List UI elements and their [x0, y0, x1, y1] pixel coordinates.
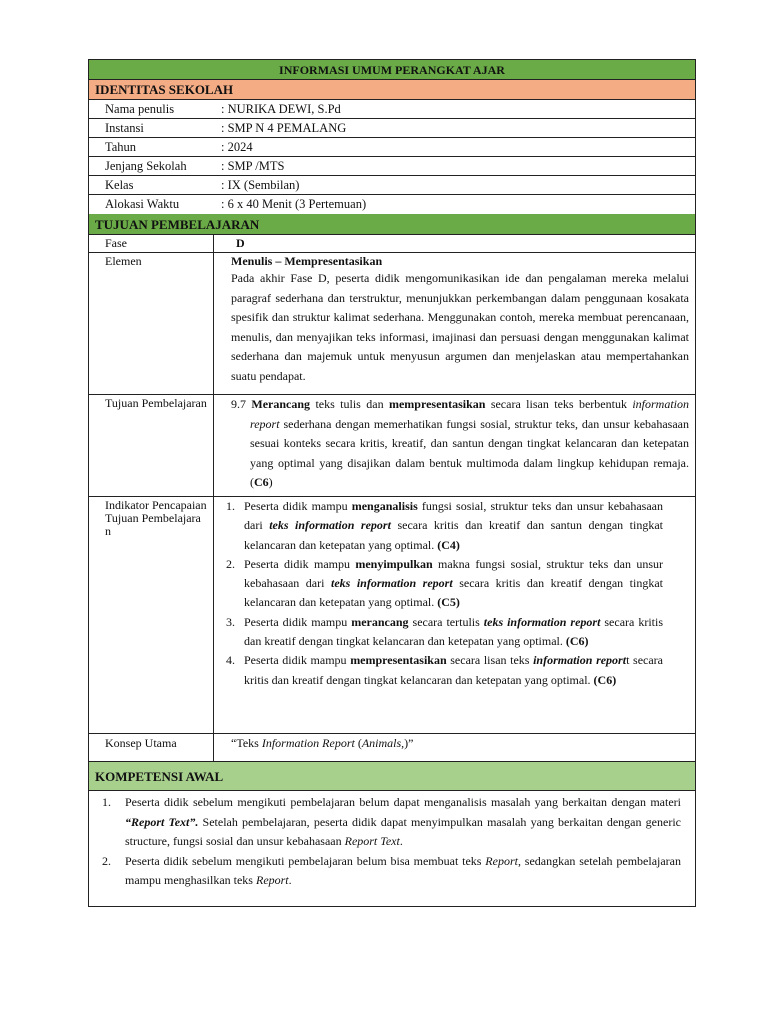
- indicator-number: 3.: [226, 614, 235, 629]
- indicator-item: [214, 497, 695, 555]
- indicator-text-type: teks information report: [330, 576, 453, 591]
- identity-key: Nama penulis: [105, 102, 175, 116]
- tp-label: Tujuan Pembelajaran: [89, 395, 214, 496]
- konsep-text-c: )”: [404, 736, 414, 750]
- identity-row: [89, 138, 695, 157]
- kompetensi-emph-wrap: [125, 815, 198, 829]
- konsep-text-a: “Teks: [231, 736, 262, 750]
- tp-bold-3: C6: [254, 475, 269, 489]
- konsep-row: [89, 734, 695, 762]
- identity-row: [89, 195, 695, 214]
- ikp-label: Indikator Pencapaian Tujuan Pembelajara n: [89, 497, 214, 733]
- kompetensi-item: [89, 793, 695, 852]
- indicator-verb: menyimpulkan: [355, 556, 433, 571]
- indicator-text-a: Peserta didik mampu: [244, 556, 356, 571]
- indicator-number: 2.: [226, 556, 235, 571]
- tp-bold-1: Merancang: [251, 397, 311, 411]
- section-heading-identitas: IDENTITAS SEKOLAH: [89, 80, 695, 100]
- indicator-number: 1.: [226, 499, 235, 513]
- kompetensi-item: [89, 852, 695, 891]
- fase-label: Fase: [89, 235, 214, 252]
- tp-bold-2: mempresentasikan: [388, 397, 486, 411]
- identity-key: Instansi: [105, 121, 144, 135]
- identity-value: : 2024: [221, 140, 253, 154]
- section-heading-tujuan: TUJUAN PEMBELAJARAN: [89, 214, 695, 235]
- kompetensi-body: [89, 791, 695, 906]
- identity-row: [89, 176, 695, 195]
- indicator-text-type-wrap: [331, 576, 453, 590]
- kompetensi-emph: “Report Text”.: [125, 814, 199, 829]
- konsep-italic: Information Report: [261, 736, 355, 750]
- indicator-text-e: secara kritis dan kreatif dengan tingkat kelancaran dan ketepatan yang optimal.: [244, 614, 663, 649]
- kompetensi-text-e: .: [399, 834, 403, 848]
- indicator-level: (C4): [437, 537, 460, 552]
- tp-text-2: secara lisan teks berbentuk: [485, 397, 633, 411]
- indicator-item: [214, 613, 695, 652]
- indicator-text-e: t secara kritis dan kreatif dengan tingkat kelancaran dan ketepatan yang optimal.: [244, 653, 664, 687]
- indicator-text-type-wrap: [269, 518, 391, 532]
- tp-text: [231, 395, 689, 493]
- indicator-verb: menganalisis: [351, 499, 418, 513]
- indicator-text-e: secara kritis dan kreatif dan santun dengan tingkat kelancaran dan ketepatan yang optimal.: [244, 518, 664, 552]
- identity-key: Kelas: [105, 178, 134, 192]
- indicator-text-type: information report: [533, 653, 627, 668]
- identity-row: [89, 100, 695, 119]
- kompetensi-text-c: , sedangkan setelah pembelajaran mampu menghasilkan teks: [125, 853, 682, 887]
- indicator-text-type: teks information report: [269, 518, 391, 533]
- indikator-row: [89, 497, 695, 734]
- fase-value: D: [236, 236, 245, 250]
- indicator-list: [214, 497, 695, 690]
- kompetensi-text-a: Peserta didik sebelum mengikuti pembelajaran belum bisa membuat teks: [125, 853, 486, 868]
- indicator-text-a: Peserta didik mampu: [244, 499, 352, 513]
- konsep-label: Konsep Utama: [89, 734, 214, 761]
- indicator-text-a: Peserta didik mampu: [244, 653, 351, 668]
- indicator-text-a: Peserta didik mampu: [244, 614, 352, 629]
- indicator-text-e: secara kritis dan kreatif dengan tingkat kelancaran dan ketepatan yang optimal.: [244, 576, 663, 610]
- elemen-title: Menulis – Mempresentasikan: [231, 254, 383, 268]
- konsep-text-b: (: [354, 736, 362, 750]
- indicator-text-c: secara tertulis: [408, 614, 484, 629]
- elemen-text: Pada akhir Fase D, peserta didik mengomunikasikan ide dan pengalaman mereka melalui paragraf sederhana dan terstruktur, menunjukkan perkembangan dalam penggunaan kosakata spesifik dan struktur kalimat sederhana. Menggunakan contoh, mereka membuat perencanaan, menulis, dan menyajikan teks informasi, imajinasi dan persuasi dengan menggunakan kalimat sederhana dan majemuk untuk menyusun argumen dan menjelaskan atau mempertahankan suatu pendapat.: [231, 271, 689, 383]
- kompetensi-text-d: Report: [255, 873, 289, 887]
- indicator-number: 4.: [226, 653, 235, 668]
- kompetensi-text-e: .: [288, 873, 292, 887]
- kompetensi-text-c: Setelah pembelajaran, peserta didik dapat menyimpulkan masalah yang berkaitan dengan generic structure, fungsi sosial dan unsur kebahasaan: [125, 814, 681, 848]
- tp-text-3: sederhana dengan memerhatikan fungsi sosial, struktur teks, dan unsur kebahasaan sesuai konteks secara kritis, kreatif, dan santun dengan tingkat kelancaran dan ketepatan yang optimal yang disajikan dalam bentuk multimoda dalam lingkup kehidupan remaja. (: [250, 416, 689, 489]
- indicator-level: (C6): [565, 634, 589, 649]
- identity-value: : SMP N 4 PEMALANG: [221, 121, 347, 135]
- konsep-italic-2: Animals,: [361, 736, 405, 750]
- elemen-label: Elemen: [89, 253, 214, 394]
- indicator-verb: mempresentasikan: [350, 653, 447, 668]
- identity-value: : 6 x 40 Menit (3 Pertemuan): [221, 197, 367, 211]
- indicator-text-c: secara lisan teks: [446, 653, 534, 668]
- indicator-level: (C6): [593, 672, 617, 687]
- kompetensi-text-d: Report Text: [344, 834, 400, 848]
- konsep-value: [214, 734, 695, 761]
- identity-value: : IX (Sembilan): [221, 178, 300, 192]
- tp-text-1: teks tulis dan: [310, 397, 389, 411]
- indicator-text-type: teks information report: [483, 614, 601, 629]
- indicator-text-type-wrap: [533, 653, 626, 667]
- elemen-row: [89, 253, 695, 395]
- identity-row: [89, 119, 695, 138]
- indicator-item: [214, 651, 695, 690]
- document-table: [88, 59, 696, 907]
- tp-text-4: ): [268, 475, 273, 489]
- tujuan-pembelajaran-row: [89, 395, 695, 497]
- identity-key: Alokasi Waktu: [105, 197, 180, 211]
- section-heading-kompetensi: KOMPETENSI AWAL: [89, 762, 695, 791]
- kompetensi-number: 1.: [102, 795, 111, 809]
- kompetensi-list: [89, 793, 695, 891]
- indicator-text-c: makna fungsi sosial, struktur teks dan unsur kebahasaan dari: [244, 556, 663, 591]
- identity-key: Jenjang Sekolah: [105, 159, 187, 173]
- kompetensi-number: 2.: [102, 853, 111, 868]
- indicator-verb: merancang: [351, 614, 409, 629]
- fase-row: [89, 235, 695, 253]
- indicator-level: (C5): [437, 595, 460, 610]
- kompetensi-emph: Report: [485, 853, 518, 868]
- document-title: INFORMASI UMUM PERANGKAT AJAR: [89, 60, 695, 80]
- identity-value: : SMP /MTS: [221, 159, 285, 173]
- tp-italic-1: information report: [250, 397, 690, 431]
- identity-row: [89, 157, 695, 176]
- indicator-text-c: fungsi sosial, struktur teks dan unsur kebahasaan dari: [244, 499, 663, 533]
- kompetensi-text-a: Peserta didik sebelum mengikuti pembelajaran belum dapat menganalisis masalah yang berkaitan dengan materi: [125, 795, 681, 809]
- identity-value: : NURIKA DEWI, S.Pd: [221, 102, 341, 116]
- indicator-item: [214, 555, 695, 613]
- tp-number: 9.7: [231, 397, 246, 411]
- indicator-text-type-wrap: [484, 615, 601, 629]
- identity-key: Tahun: [105, 140, 137, 154]
